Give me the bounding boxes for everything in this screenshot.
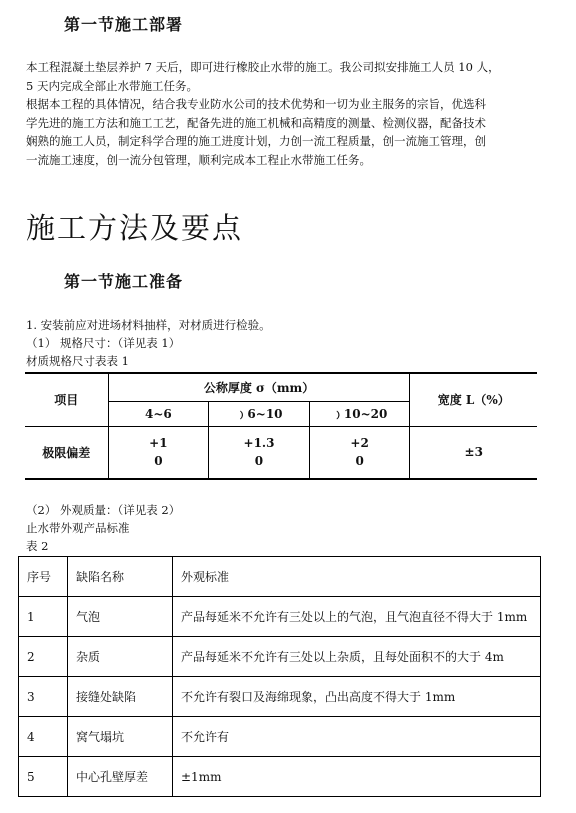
table-row — [19, 717, 541, 757]
spec-heading: （1） 规格尺寸：（详见表 1） — [26, 336, 181, 350]
row-number: 3 — [19, 677, 68, 717]
table1-cell-2-bottom: 0 — [254, 454, 264, 469]
appearance-heading: （2） 外观质量：（详见表 2） — [26, 503, 181, 517]
standard-text: 产品每延米不允许有三处以上杂质，且每处面积不的大于 4m — [173, 637, 541, 677]
defect-name: 窝气塌坑 — [68, 717, 173, 757]
table-row — [19, 677, 541, 717]
main-title: 施工方法及要点 — [26, 211, 244, 245]
paragraph-line-2: 学先进的施工方法和施工工艺，配备先进的施工机械和高精度的测量、检测仪器，配备技术 — [26, 116, 486, 130]
table1-cell-3-bottom: 0 — [355, 454, 364, 469]
defect-name: 中心孔壁厚差 — [68, 757, 173, 797]
table-row — [19, 637, 541, 677]
table1-width-value: ±3 — [410, 426, 537, 479]
standard-text: 不允许有裂口及海绵现象，凸出高度不得大于 1mm — [173, 677, 541, 717]
section-heading-preparation: 第一节施工准备 — [64, 272, 184, 291]
defect-name: 气泡 — [68, 597, 173, 637]
paragraph-line-3: 娴熟的施工人员，制定科学合理的施工进度计划，力创一流工程质量，创一流施工管理，创 — [26, 134, 486, 148]
table1-cell-1 — [108, 426, 209, 479]
table-row — [19, 597, 541, 637]
table2-caption-number: 表 2 — [26, 539, 49, 553]
step-1-text: 1. 安装前应对进场材料抽样，对材质进行检验。 — [26, 318, 271, 332]
table1-cell-3 — [309, 426, 410, 479]
row-number: 1 — [19, 597, 68, 637]
standard-text: 产品每延米不允许有三处以上的气泡，且气泡直径不得大于 1mm — [173, 597, 541, 637]
table1-cell-1-top: +1 — [149, 436, 168, 451]
spec-size-table — [25, 372, 537, 480]
table1-col-6-10: ﹚6~10 — [209, 401, 310, 426]
table1-cell-2-top: +1.3 — [243, 436, 275, 451]
table2-header-defect: 缺陷名称 — [68, 557, 173, 597]
row-number: 5 — [19, 757, 68, 797]
table1-row-label: 极限偏差 — [25, 426, 108, 479]
table1-thickness-header: 公称厚度 σ（mm） — [108, 373, 410, 401]
standard-text: 不允许有 — [173, 717, 541, 757]
row-number: 2 — [19, 637, 68, 677]
table-row — [19, 757, 541, 797]
table1-width-header: 宽度 L（%） — [410, 373, 537, 426]
intro-line-2: 5 天内完成全部止水带施工任务。 — [26, 79, 198, 93]
table2-header-no: 序号 — [19, 557, 68, 597]
row-number: 4 — [19, 717, 68, 757]
table1-cell-1-bottom: 0 — [154, 454, 163, 469]
section-heading-deployment: 第一节施工部署 — [64, 15, 184, 34]
defect-name: 杂质 — [68, 637, 173, 677]
paragraph-line-4: 一流施工速度，创一流分包管理，顺利完成本工程止水带施工任务。 — [26, 153, 371, 167]
table1-cell-2 — [209, 426, 310, 479]
appearance-standard-table — [18, 556, 541, 797]
table2-header-standard: 外观标准 — [173, 557, 541, 597]
table1-col-10-20: ﹚10~20 — [309, 401, 410, 426]
table1-item-header: 项目 — [25, 373, 108, 426]
intro-line-1: 本工程混凝土垫层养护 7 天后，即可进行橡胶止水带的施工。我公司拟安排施工人员 10 人， — [26, 60, 500, 74]
standard-text: ±1mm — [173, 757, 541, 797]
table1-col-4-6: 4~6 — [108, 401, 209, 426]
paragraph-line-1: 根据本工程的具体情况，结合我专业防水公司的技术优势和一切为业主服务的宗旨，优选科 — [26, 97, 486, 111]
table1-cell-3-top: +2 — [350, 436, 369, 451]
table1-caption: 材质规格尺寸表表 1 — [26, 354, 129, 368]
table2-caption: 止水带外观产品标准 — [26, 521, 130, 535]
defect-name: 接缝处缺陷 — [68, 677, 173, 717]
